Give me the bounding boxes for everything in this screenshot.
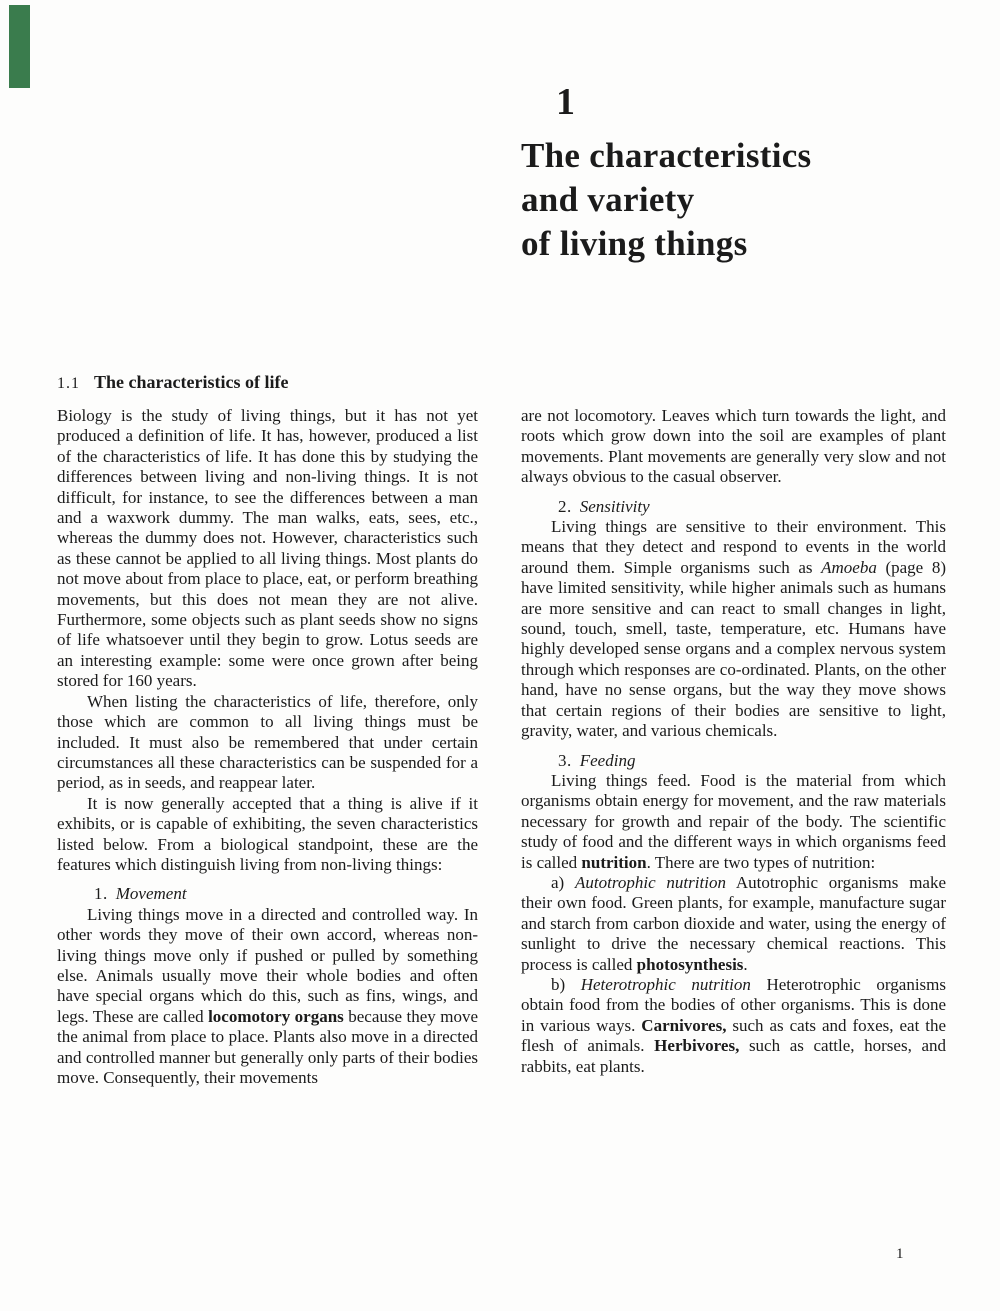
- text-column-left: [57, 406, 478, 1088]
- italic-term: Amoeba: [821, 557, 877, 577]
- subheading-number: 2.: [558, 496, 572, 516]
- bold-term: photosynthesis: [636, 954, 744, 974]
- text-run: b): [551, 974, 581, 994]
- page-number: 1: [896, 1246, 905, 1262]
- italic-term: Autotrophic nutrition: [575, 872, 726, 892]
- chapter-title: [521, 134, 811, 266]
- section-number: 1.1: [57, 375, 80, 392]
- paragraph: [57, 794, 478, 876]
- paragraph: [521, 873, 946, 975]
- text-run: such as cats and foxes, eat the flesh of animals.: [521, 1015, 947, 1056]
- subheading-label: Movement: [115, 884, 187, 904]
- subheading-label: Feeding: [579, 750, 636, 770]
- section-heading: [57, 372, 288, 393]
- chapter-number: 1: [556, 81, 576, 123]
- text-run: (page 8) have limited sensitivity, while higher animals such as humans are more sensitive and can react to small changes in light, sound, touch, smell, taste, temperature, etc. Humans have highly developed sense organs and a complex nervous system through which responses are co-ordinated. Plants, on the other hand, have no sense organs, but the way they move shows that certain regions of their bodies are sensitive to light, gravity, water, and various chemicals.: [521, 557, 946, 741]
- text-run: are not locomotory. Leaves which turn towards the light, and roots which grow down into the soil are examples of plant movements. Plant movements are generally very slow and not always obvious to the casual observer.: [521, 406, 946, 487]
- text-run: because they move the animal from place to place. Plants also move in a directed and controlled manner but generally only parts of their bodies move. Consequently, their movements: [57, 1006, 478, 1087]
- text-column-right: [521, 406, 946, 1077]
- paragraph: [57, 905, 478, 1089]
- subheading: [521, 751, 946, 771]
- chapter-title-line: The characteristics: [521, 136, 812, 175]
- bold-term: nutrition: [581, 852, 647, 872]
- section-title: The characteristics of life: [94, 372, 289, 392]
- text-run: Heterotrophic organisms obtain food from the bodies of other organisms. This is done in various ways.: [521, 974, 946, 1035]
- text-run: . There are two types of nutrition:: [646, 852, 876, 872]
- subheading-number: 1.: [94, 884, 108, 904]
- subheading-label: Sensitivity: [579, 496, 650, 516]
- text-run: a): [551, 872, 576, 892]
- text-run: Living things move in a directed and controlled way. In other words they move of their own accord, whereas non-living things move only if pushed or pulled by something else. Animals usually move their whole bodies and often have special organs which do this, such as fins, wings, and legs. These are called: [57, 904, 478, 1026]
- text-run: It is now generally accepted that a thing is alive if it exhibits, or is capable of exhibiting, the seven characteristics listed below. From a biological standpoint, these are the features which distinguish living from non-living things:: [57, 793, 478, 874]
- bold-term: Carnivores,: [641, 1015, 727, 1035]
- paragraph: [521, 517, 946, 741]
- text-run: .: [743, 954, 748, 974]
- paragraph: [521, 771, 946, 873]
- paragraph: [57, 692, 478, 794]
- page-corner-mark: [9, 5, 30, 88]
- bold-term: Herbivores,: [654, 1036, 740, 1056]
- text-run: When listing the characteristics of life, therefore, only those which are common to all living things must be included. It must also be remembered that under certain circumstances all these characteristics can be suspended for a period, as in seeds, and reappear later.: [57, 691, 478, 793]
- subheading: [521, 497, 946, 517]
- text-run: Autotrophic organisms make their own food. Green plants, for example, manufacture sugar and starch from carbon dioxide and water, using the energy of sunlight to drive the necessary chemical reactions. This process is called: [521, 872, 947, 974]
- bold-term: locomotory organs: [208, 1006, 344, 1026]
- text-run: Living things are sensitive to their environment. This means that they detect and respond to events in the world around them. Simple organisms such as: [521, 517, 946, 577]
- paragraph: [521, 406, 946, 488]
- text-run: Biology is the study of living things, but it has not yet produced a definition of life. It has, however, produced a list of the characteristics of life. It has done this by studying the differences between living and non-living things. It is not difficult, for instance, to see the differences between a man and a waxwork dummy. The man walks, eats, sees, etc., whereas the dummy does not. However, characteristics such as these cannot be applied to all living things. Most plants do not move about from place to place, eat, or perform breathing movements, but this does not mean they are not alive. Furthermore, some objects such as plant seeds show no signs of life whatsoever until they begin to grow. Lotus seeds are an interesting example: some were once grown after being stored for 160 years.: [57, 406, 478, 691]
- text-run: Living things feed. Food is the material from which organisms obtain energy for movement, and the raw materials necessary for growth and repair of the body. The scientific study of food and the different ways in which organisms feed is called: [521, 770, 946, 872]
- paragraph: [57, 406, 478, 692]
- italic-term: Heterotrophic nutrition: [580, 974, 751, 994]
- subheading-number: 3.: [558, 750, 572, 770]
- chapter-title-line: and variety: [521, 180, 695, 219]
- text-run: such as cattle, horses, and rabbits, eat plants.: [521, 1036, 946, 1076]
- subheading: [57, 884, 478, 904]
- chapter-title-line: of living things: [521, 224, 748, 263]
- paragraph: [521, 975, 946, 1077]
